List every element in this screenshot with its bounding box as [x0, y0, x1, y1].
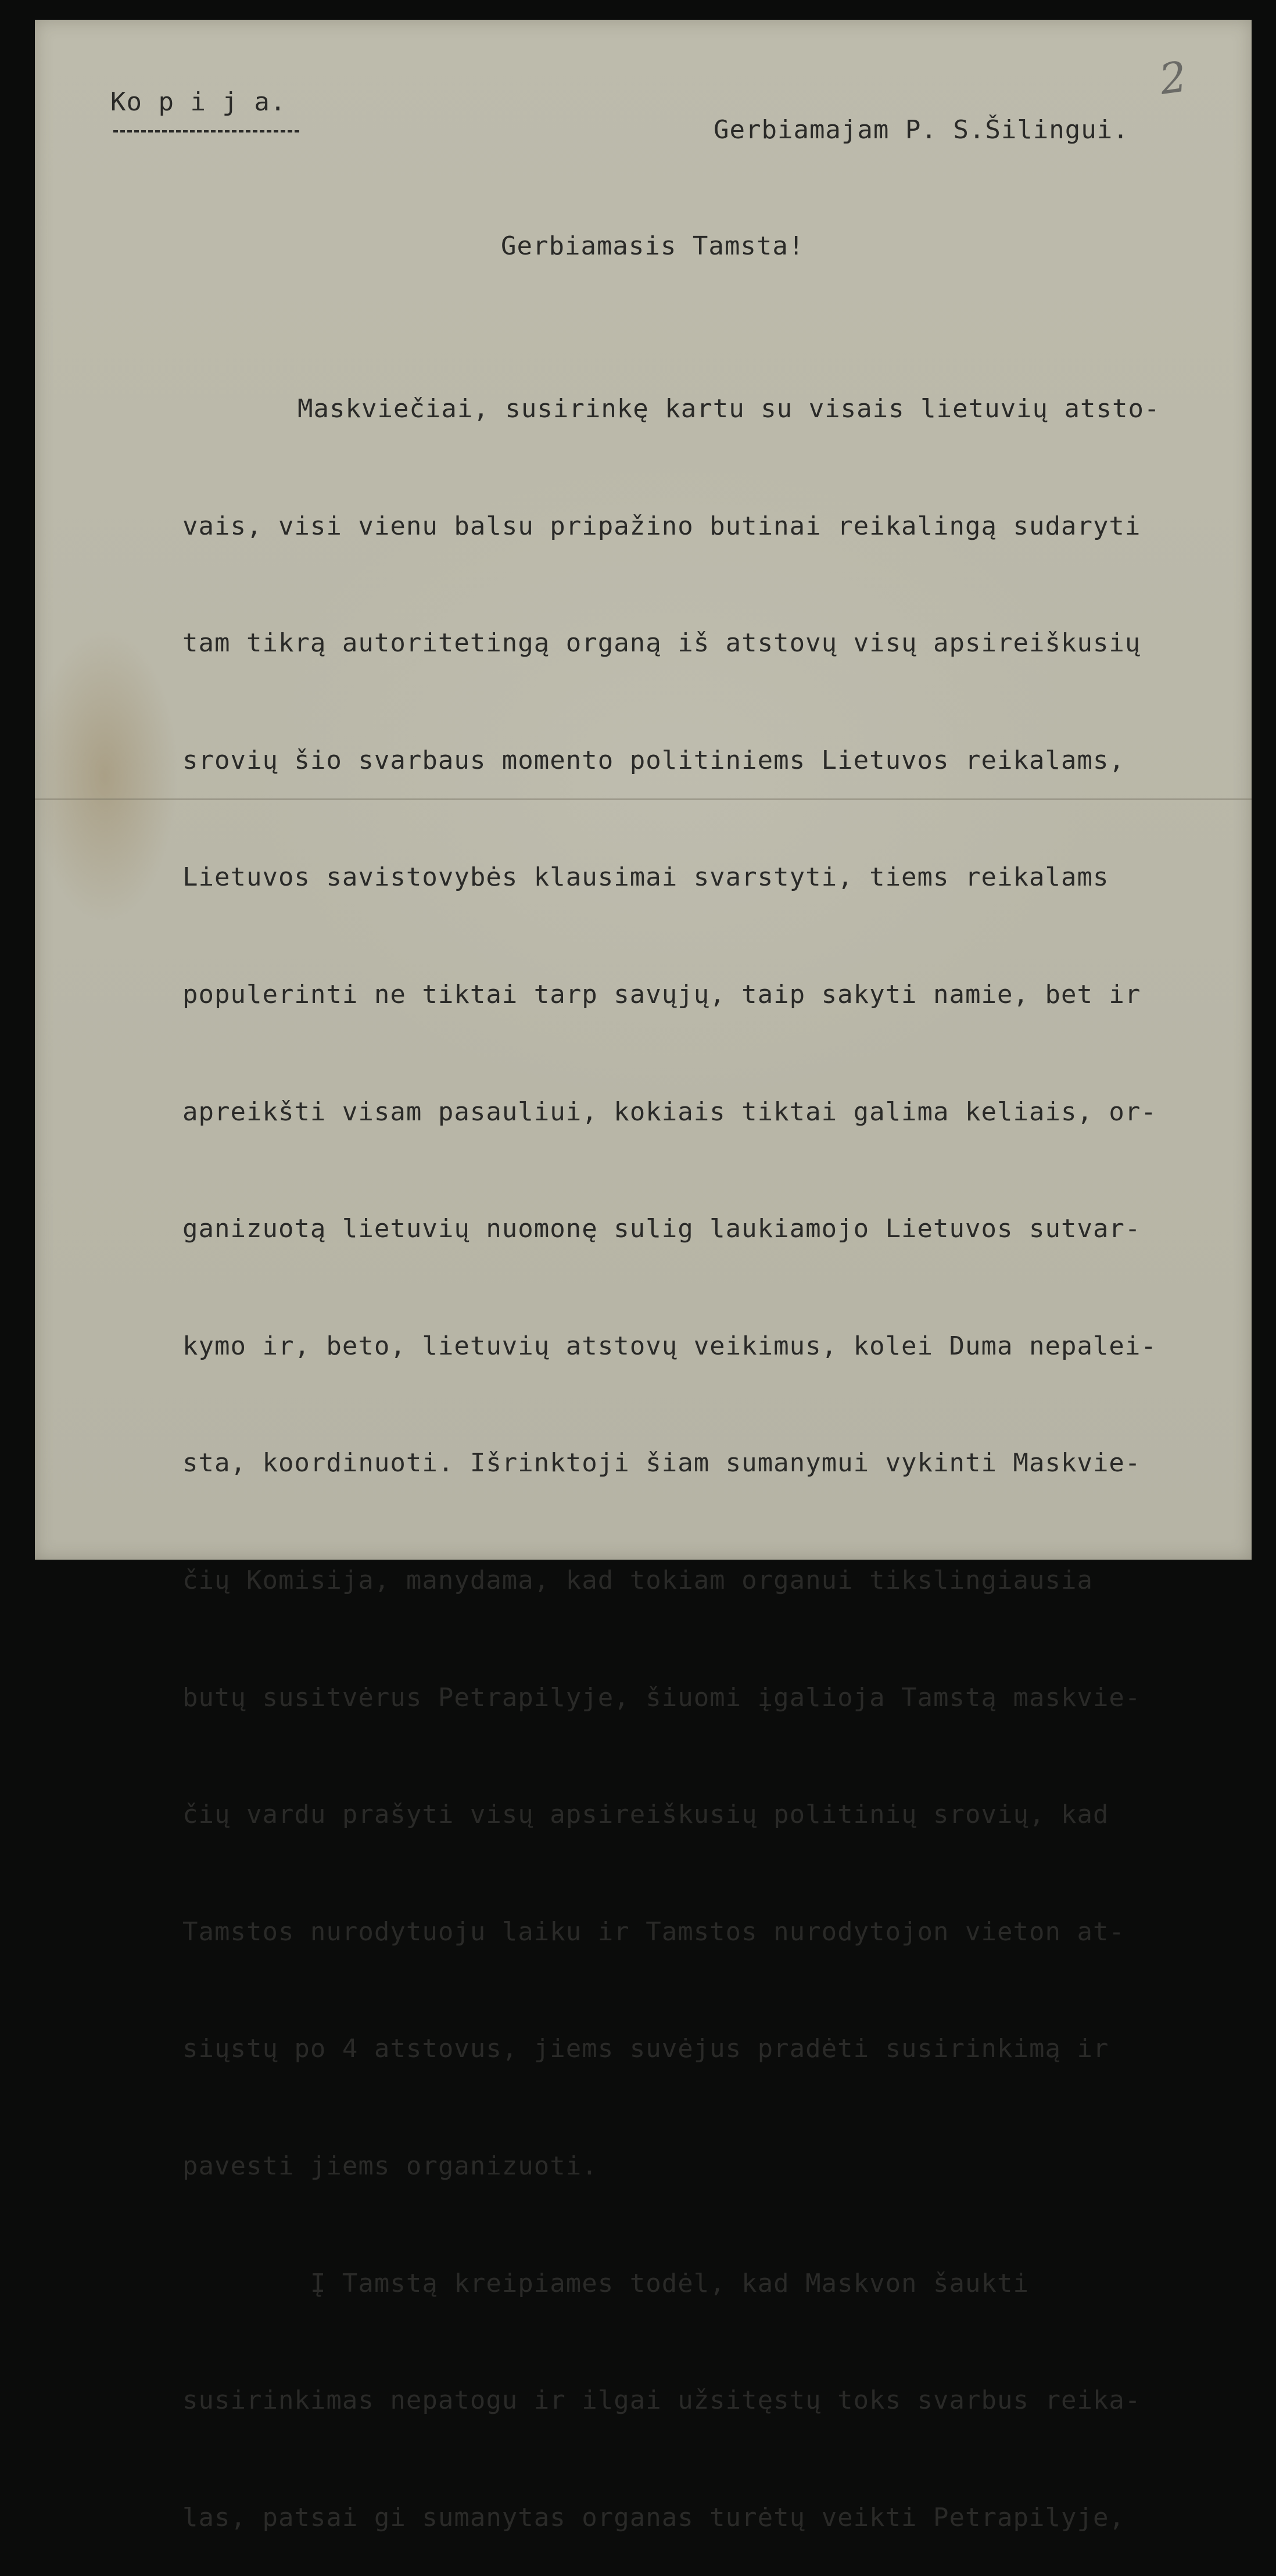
body-line: sta, koordinuoti. Išrinktoji šiam sumanymui vykinti Maskvie-: [182, 1448, 1141, 1478]
body-line: čių Komisija, manydama, kad tokiam organui tikslingiausia: [182, 1565, 1093, 1595]
body-line: butų susitvėrus Petrapilyje, šiuomi įgalioja Tamstą maskvie-: [182, 1682, 1141, 1712]
body-line: siųstų po 4 atstovus, jiems suvėjus pradėti susirinkimą ir: [182, 2034, 1109, 2064]
body-line: vais, visi vienu balsu pripažino butinai reikalingą sudaryti: [182, 511, 1141, 541]
body-line: tam tikrą autoritetingą organą iš atstovų visų apsireiškusių: [182, 628, 1141, 658]
body-line: susirinkimas nepatogu ir ilgai užsitęstų toks svarbus reika-: [182, 2385, 1141, 2416]
body-line: ganizuotą lietuvių nuomonę sulig laukiamojo Lietuvos sutvar-: [182, 1214, 1141, 1244]
body-line: Maskviečiai, susirinkę kartu su visais lietuvių atsto-: [298, 394, 1160, 424]
body-line: populerinti ne tiktai tarp savųjų, taip sakyti namie, bet ir: [182, 979, 1141, 1009]
body-line: Į Tamstą kreipiames todėl, kad Maskvon šaukti: [182, 2268, 1029, 2298]
body-line: Tamstos nurodytuoju laiku ir Tamstos nurodytojon vieton at-: [182, 1916, 1125, 1947]
body-line: čių vardu prašyti visų apsireiškusių politinių srovių, kad: [182, 1800, 1109, 1830]
addressee-line: Gerbiamajam P. S.Šilingui.: [714, 115, 1129, 145]
body-line: srovių šio svarbaus momento politiniems Lietuvos reikalams,: [182, 745, 1125, 775]
body-line: Lietuvos savistovybės klausimai svarstyti, tiems reikalams: [182, 862, 1109, 893]
body-line: las, patsai gi sumanytas organas turėtų veikti Petrapilyje,: [182, 2502, 1125, 2532]
body-line: pavesti jiems organizuoti.: [182, 2151, 598, 2181]
salutation: Gerbiamasis Tamsta!: [501, 231, 805, 261]
copy-label: Ko p i j a.: [110, 87, 286, 117]
letter-body: [182, 321, 1246, 2576]
body-line: apreikšti visam pasauliui, kokiais tiktai galima keliais, or-: [182, 1097, 1157, 1127]
handwritten-page-number: 2: [1156, 52, 1190, 104]
copy-label-underline: [113, 130, 299, 132]
body-line: kymo ir, beto, lietuvių atstovų veikimus, kolei Duma nepalei-: [182, 1331, 1157, 1361]
